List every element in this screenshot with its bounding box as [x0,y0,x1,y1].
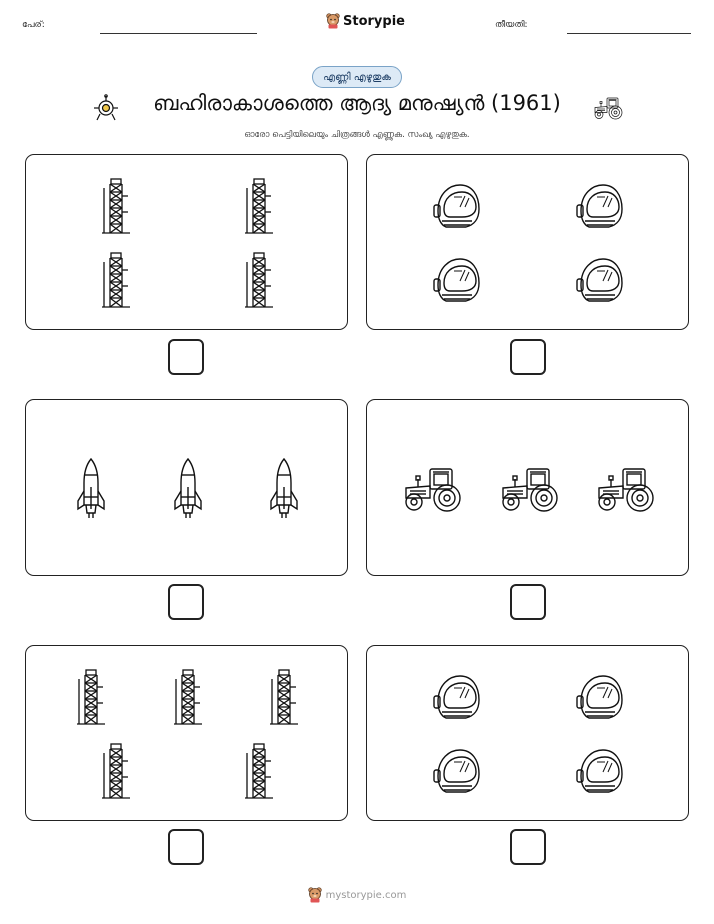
answer-box-5[interactable] [168,829,204,865]
launch-tower-icon [244,178,274,234]
answer-box-4[interactable] [510,584,546,620]
counting-panel-4 [366,399,689,576]
satellite-icon [93,94,119,122]
space-helmet-icon [432,746,482,796]
bear-mascot-icon [308,887,322,903]
answer-box-3[interactable] [168,584,204,620]
brand-logo [326,13,405,29]
launch-tower-icon [269,669,299,725]
launch-tower-icon [101,252,131,308]
counting-panel-3 [25,399,348,576]
rocket-icon [269,457,299,521]
counting-panel-5 [25,645,348,821]
brand-name: Storypie [343,13,405,29]
space-helmet-icon [432,181,482,231]
answer-box-6[interactable] [510,829,546,865]
space-helmet-icon [432,672,482,722]
space-helmet-icon [575,746,625,796]
footer-url: mystorypie.com [325,889,407,901]
name-label: പേര്: [22,20,45,30]
tractor-icon [592,95,624,121]
rocket-icon [76,457,106,521]
bear-mascot-icon [326,13,340,29]
date-line[interactable] [567,33,691,34]
launch-tower-icon [173,669,203,725]
counting-panel-1 [25,154,348,330]
space-helmet-icon [575,181,625,231]
date-label: തീയതി: [495,20,528,30]
space-helmet-icon [575,672,625,722]
tractor-icon [593,464,657,514]
space-helmet-icon [432,255,482,305]
launch-tower-icon [244,252,274,308]
answer-box-2[interactable] [510,339,546,375]
counting-panel-2 [366,154,689,330]
answer-box-1[interactable] [168,339,204,375]
tractor-icon [400,464,464,514]
name-line[interactable] [100,33,257,34]
worksheet-title: ബഹിരാകാശത്തെ ആദ്യ മനുഷ്യൻ (1961) [153,91,561,115]
worksheet-tag: എണ്ണി എഴുതുക [312,66,402,88]
tractor-icon [497,464,561,514]
rocket-icon [173,457,203,521]
instruction-text: ഓരോ പെട്ടിയിലെയും ചിത്രങ്ങൾ എണ്ണുക. സംഖ്യ എഴുതുക. [244,130,470,140]
space-helmet-icon [575,255,625,305]
launch-tower-icon [101,743,131,799]
launch-tower-icon [76,669,106,725]
footer [308,887,407,903]
launch-tower-icon [101,178,131,234]
counting-panel-6 [366,645,689,821]
launch-tower-icon [244,743,274,799]
